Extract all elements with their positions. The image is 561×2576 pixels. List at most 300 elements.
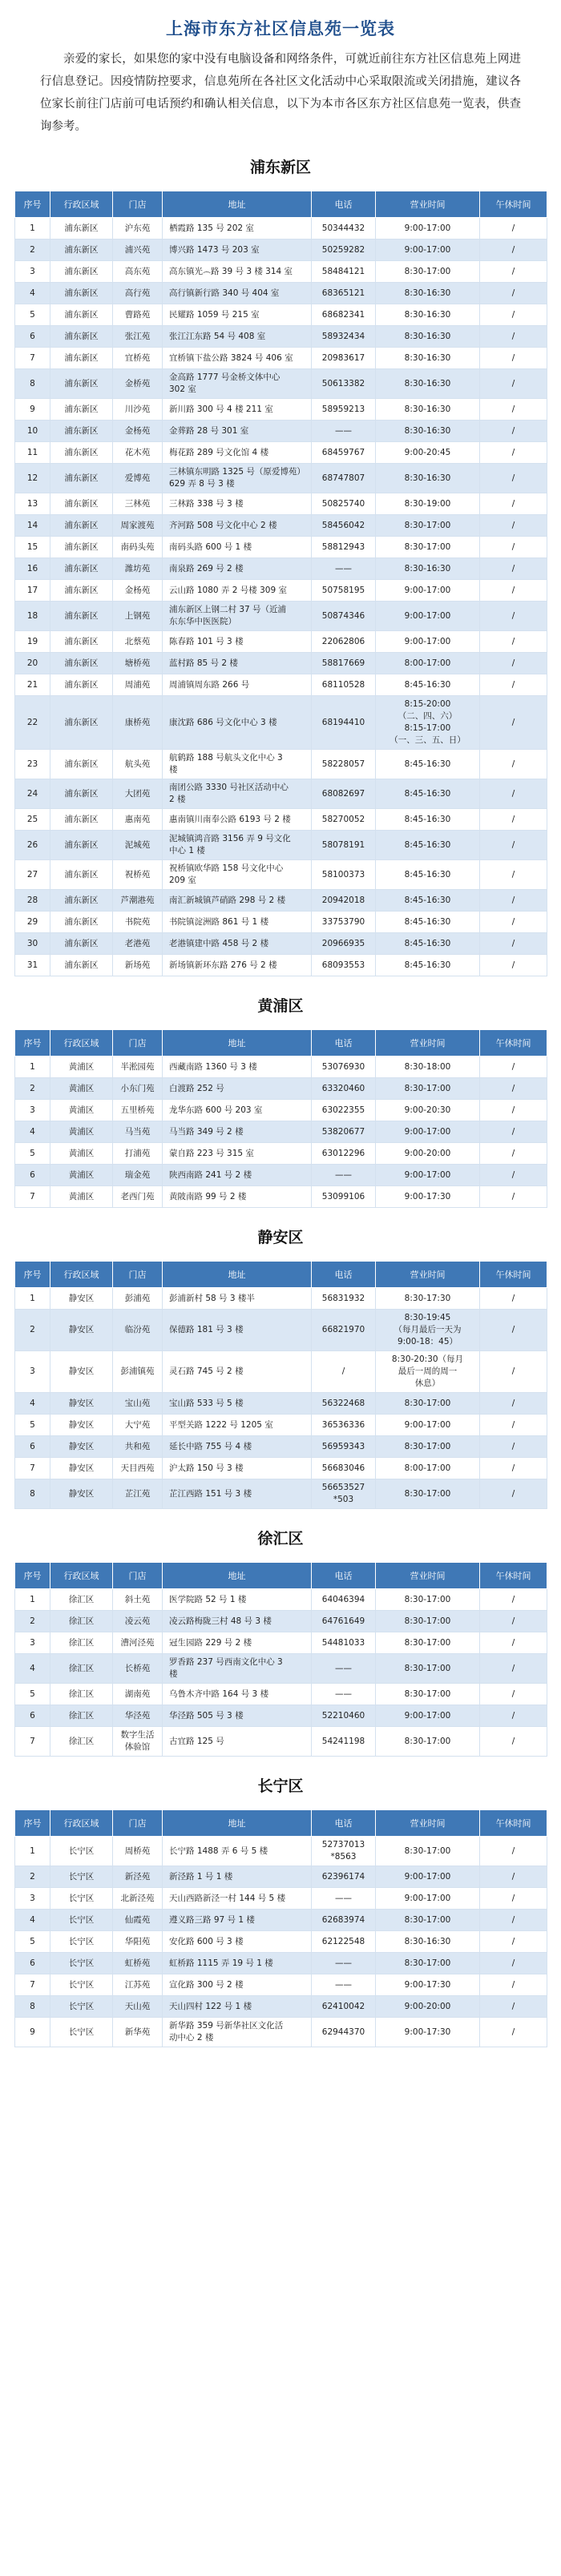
district-table [14, 1809, 547, 2047]
cell-address: 南泉路 269 号 2 楼 [163, 558, 312, 580]
col-header-district: 行政区域 [50, 1030, 113, 1057]
cell-break: / [480, 218, 547, 239]
table-row [15, 1910, 547, 1931]
cell-district: 浦东新区 [50, 653, 113, 674]
cell-district: 浦东新区 [50, 399, 113, 421]
cell-hours: 9:00-17:00 [376, 631, 480, 653]
table-row [15, 1654, 547, 1684]
cell-phone: 50344432 [312, 218, 376, 239]
col-header-store: 门店 [113, 1030, 163, 1057]
cell-index: 10 [15, 421, 50, 442]
cell-district: 长宁区 [50, 1888, 113, 1910]
cell-district: 浦东新区 [50, 602, 113, 631]
col-header-address: 地址 [163, 1563, 312, 1589]
table-header-row [15, 1030, 547, 1057]
table-row [15, 1888, 547, 1910]
cell-address: 齐河路 508 号文化中心 2 楼 [163, 515, 312, 537]
cell-district: 静安区 [50, 1310, 113, 1351]
cell-address: 祝桥镇欧华路 158 号文化中心 209 室 [163, 860, 312, 890]
table-row [15, 602, 547, 631]
cell-index: 7 [15, 1458, 50, 1479]
cell-address: 宝山路 533 号 5 楼 [163, 1393, 312, 1415]
cell-break: / [480, 1705, 547, 1727]
cell-phone: 58932434 [312, 326, 376, 348]
cell-store: 书院苑 [113, 912, 163, 933]
cell-break: / [480, 1078, 547, 1100]
cell-hours: 9:00-17:00 [376, 602, 480, 631]
cell-hours: 8:30-17:00 [376, 1654, 480, 1684]
cell-phone: —— [312, 421, 376, 442]
cell-break: / [480, 696, 547, 750]
district-table [14, 1029, 547, 1208]
cell-district: 浦东新区 [50, 515, 113, 537]
cell-index: 14 [15, 515, 50, 537]
cell-index: 19 [15, 631, 50, 653]
cell-index: 17 [15, 580, 50, 602]
cell-break: / [480, 1953, 547, 1974]
table-row [15, 348, 547, 369]
cell-index: 6 [15, 1436, 50, 1458]
cell-index: 16 [15, 558, 50, 580]
cell-break: / [480, 283, 547, 304]
page-title: 上海市东方社区信息苑一览表 [166, 18, 395, 38]
cell-index: 3 [15, 1351, 50, 1393]
cell-break: / [480, 631, 547, 653]
cell-address: 张江江东路 54 号 408 室 [163, 326, 312, 348]
col-header-break: 午休时间 [480, 1262, 547, 1288]
cell-district: 浦东新区 [50, 421, 113, 442]
cell-district: 长宁区 [50, 1996, 113, 2018]
cell-address: 彭浦新村 58 号 3 楼半 [163, 1288, 312, 1310]
cell-store: 惠南苑 [113, 809, 163, 831]
cell-store: 北新泾苑 [113, 1888, 163, 1910]
cell-district: 黄浦区 [50, 1057, 113, 1078]
cell-hours: 9:00-20:00 [376, 1996, 480, 2018]
cell-address: 惠南镇川南奉公路 6193 号 2 楼 [163, 809, 312, 831]
cell-index: 25 [15, 809, 50, 831]
cell-store: 斜土苑 [113, 1589, 163, 1611]
cell-break: / [480, 750, 547, 779]
cell-phone: 33753790 [312, 912, 376, 933]
cell-address: 梅花路 289 号文化馆 4 楼 [163, 442, 312, 464]
cell-store: 彭浦镇苑 [113, 1351, 163, 1393]
cell-district: 黄浦区 [50, 1100, 113, 1121]
table-row [15, 1436, 547, 1458]
cell-store: 新泾苑 [113, 1866, 163, 1888]
cell-phone: —— [312, 558, 376, 580]
cell-store: 天山苑 [113, 1996, 163, 2018]
cell-store: 芦潮港苑 [113, 890, 163, 912]
cell-hours: 8:30-17:00 [376, 1436, 480, 1458]
cell-district: 静安区 [50, 1436, 113, 1458]
cell-store: 小东门苑 [113, 1078, 163, 1100]
cell-phone: 62396174 [312, 1866, 376, 1888]
cell-break: / [480, 493, 547, 515]
cell-phone: 53820677 [312, 1121, 376, 1143]
cell-address: 新华路 359 号新华社区文化活 动中心 2 楼 [163, 2018, 312, 2047]
cell-address: 天山西路新泾一村 144 号 5 楼 [163, 1888, 312, 1910]
cell-address: 西藏南路 1360 号 3 楼 [163, 1057, 312, 1078]
cell-district: 静安区 [50, 1288, 113, 1310]
cell-hours: 9:00-17:30 [376, 2018, 480, 2047]
cell-hours: 8:30-16:30 [376, 421, 480, 442]
cell-address: 陈春路 101 号 3 楼 [163, 631, 312, 653]
cell-hours: 9:00-17:00 [376, 1121, 480, 1143]
table-row [15, 326, 547, 348]
sections-container [14, 144, 547, 2047]
cell-break: / [480, 779, 547, 809]
col-header-address: 地址 [163, 1262, 312, 1288]
cell-hours: 8:30-17:00 [376, 1479, 480, 1509]
cell-break: / [480, 1121, 547, 1143]
col-header-hours: 营业时间 [376, 1810, 480, 1837]
cell-address: 保德路 181 号 3 楼 [163, 1310, 312, 1351]
table-row [15, 369, 547, 399]
cell-break: / [480, 1974, 547, 1996]
cell-district: 徐汇区 [50, 1611, 113, 1632]
table-row [15, 1310, 547, 1351]
table-row [15, 1931, 547, 1953]
cell-phone: 68194410 [312, 696, 376, 750]
cell-address: 芷江西路 151 号 3 楼 [163, 1479, 312, 1509]
col-header-address: 地址 [163, 191, 312, 218]
cell-address: 宜桥镇下盐公路 3824 号 406 室 [163, 348, 312, 369]
cell-address: 宣化路 300 号 2 楼 [163, 1974, 312, 1996]
cell-district: 浦东新区 [50, 933, 113, 955]
table-row [15, 1415, 547, 1436]
cell-district: 长宁区 [50, 1866, 113, 1888]
cell-address: 马当路 349 号 2 楼 [163, 1121, 312, 1143]
table-row [15, 674, 547, 696]
cell-store: 华泾苑 [113, 1705, 163, 1727]
cell-hours: 8:30-17:30 [376, 1288, 480, 1310]
cell-district: 浦东新区 [50, 580, 113, 602]
district-heading: 长宁区 [257, 1777, 304, 1795]
cell-hours: 8:45-16:30 [376, 912, 480, 933]
cell-phone: 68747807 [312, 464, 376, 493]
cell-index: 24 [15, 779, 50, 809]
cell-index: 1 [15, 1837, 50, 1866]
cell-index: 2 [15, 1611, 50, 1632]
cell-phone: 58456042 [312, 515, 376, 537]
cell-break: / [480, 326, 547, 348]
table-row [15, 933, 547, 955]
cell-phone: 68459767 [312, 442, 376, 464]
cell-address: 安化路 600 号 3 楼 [163, 1931, 312, 1953]
cell-store: 天目西苑 [113, 1458, 163, 1479]
cell-address: 泥城镇鸿音路 3156 弄 9 号文化 中心 1 楼 [163, 831, 312, 860]
cell-hours: 8:45-16:30 [376, 750, 480, 779]
cell-district: 浦东新区 [50, 239, 113, 261]
cell-phone: —— [312, 1165, 376, 1186]
col-header-hours: 营业时间 [376, 1563, 480, 1589]
cell-store: 宜桥苑 [113, 348, 163, 369]
table-row [15, 1288, 547, 1310]
table-row [15, 399, 547, 421]
cell-break: / [480, 1458, 547, 1479]
cell-break: / [480, 1165, 547, 1186]
cell-address: 古宜路 125 号 [163, 1727, 312, 1757]
cell-store: 康桥苑 [113, 696, 163, 750]
cell-index: 2 [15, 239, 50, 261]
cell-index: 29 [15, 912, 50, 933]
cell-address: 新川路 300 号 4 楼 211 室 [163, 399, 312, 421]
cell-index: 11 [15, 442, 50, 464]
cell-index: 9 [15, 399, 50, 421]
col-header-index: 序号 [15, 1810, 50, 1837]
cell-hours: 8:30-17:00 [376, 1589, 480, 1611]
col-header-phone: 电话 [312, 1563, 376, 1589]
cell-index: 1 [15, 1589, 50, 1611]
table-row [15, 2018, 547, 2047]
cell-district: 浦东新区 [50, 442, 113, 464]
cell-store: 花木苑 [113, 442, 163, 464]
cell-index: 6 [15, 326, 50, 348]
cell-district: 徐汇区 [50, 1684, 113, 1705]
cell-hours: 8:30-19:45 （每月最后一天为 9:00-18：45） [376, 1310, 480, 1351]
table-row [15, 1057, 547, 1078]
col-header-hours: 营业时间 [376, 191, 480, 218]
cell-store: 临汾苑 [113, 1310, 163, 1351]
cell-store: 周家渡苑 [113, 515, 163, 537]
cell-address: 高东镇光෴路 39 号 3 楼 314 室 [163, 261, 312, 283]
col-header-break: 午休时间 [480, 191, 547, 218]
cell-break: / [480, 348, 547, 369]
table-row [15, 809, 547, 831]
cell-address: 虹桥路 1115 弄 19 号 1 楼 [163, 1953, 312, 1974]
cell-phone: 50259282 [312, 239, 376, 261]
cell-break: / [480, 955, 547, 976]
col-header-phone: 电话 [312, 1810, 376, 1837]
cell-phone: 54241198 [312, 1727, 376, 1757]
col-header-break: 午休时间 [480, 1810, 547, 1837]
table-row [15, 464, 547, 493]
cell-store: 新华苑 [113, 2018, 163, 2047]
table-row [15, 1479, 547, 1509]
cell-break: / [480, 1186, 547, 1208]
cell-index: 5 [15, 1684, 50, 1705]
cell-break: / [480, 890, 547, 912]
cell-phone: 50613382 [312, 369, 376, 399]
cell-index: 5 [15, 1415, 50, 1436]
cell-district: 长宁区 [50, 1953, 113, 1974]
col-header-hours: 营业时间 [376, 1030, 480, 1057]
cell-store: 塘桥苑 [113, 653, 163, 674]
col-header-break: 午休时间 [480, 1563, 547, 1589]
cell-break: / [480, 912, 547, 933]
cell-index: 30 [15, 933, 50, 955]
cell-store: 共和苑 [113, 1436, 163, 1458]
cell-hours: 8:00-17:00 [376, 1458, 480, 1479]
cell-index: 3 [15, 1888, 50, 1910]
cell-district: 浦东新区 [50, 493, 113, 515]
cell-break: / [480, 1996, 547, 2018]
intro-paragraph: 亲爱的家长，如果您的家中没有电脑设备和网络条件，可就近前往东方社区信息苑上网进行信息登记。因疫情防控要求，信息苑所在各社区文化活动中心采取限流或关闭措施，建议各位家长前往门店前可电话预约和确认相关信息，以下为本市各区东方社区信息苑一览表，供查询参考。 [40, 53, 521, 133]
table-row [15, 631, 547, 653]
cell-index: 26 [15, 831, 50, 860]
cell-store: 周桥苑 [113, 1837, 163, 1866]
cell-index: 4 [15, 1910, 50, 1931]
cell-address: 南码头路 600 号 1 楼 [163, 537, 312, 558]
cell-hours: 8:45-16:30 [376, 809, 480, 831]
col-header-store: 门店 [113, 191, 163, 218]
cell-break: / [480, 1589, 547, 1611]
table-row [15, 890, 547, 912]
cell-index: 8 [15, 1996, 50, 2018]
cell-district: 浦东新区 [50, 537, 113, 558]
cell-district: 浦东新区 [50, 304, 113, 326]
cell-hours: 9:00-17:00 [376, 218, 480, 239]
cell-hours: 8:30-16:30 [376, 464, 480, 493]
table-row [15, 442, 547, 464]
cell-address: 云山路 1080 弄 2 号楼 309 室 [163, 580, 312, 602]
cell-address: 老港镇建中路 458 号 2 楼 [163, 933, 312, 955]
cell-district: 长宁区 [50, 2018, 113, 2047]
cell-break: / [480, 653, 547, 674]
cell-district: 浦东新区 [50, 558, 113, 580]
table-row [15, 750, 547, 779]
cell-address: 遵义路三路 97 号 1 楼 [163, 1910, 312, 1931]
cell-address: 蒙自路 223 号 315 室 [163, 1143, 312, 1165]
table-header-row [15, 1262, 547, 1288]
table-row [15, 1589, 547, 1611]
cell-break: / [480, 1910, 547, 1931]
cell-break: / [480, 442, 547, 464]
cell-hours: 8:30-20:30（每月 最后一周的周一 休息） [376, 1351, 480, 1393]
table-row [15, 1684, 547, 1705]
cell-index: 7 [15, 1727, 50, 1757]
cell-break: / [480, 1931, 547, 1953]
cell-hours: 8:45-16:30 [376, 674, 480, 696]
table-row [15, 580, 547, 602]
table-row [15, 860, 547, 890]
cell-hours: 8:45-16:30 [376, 890, 480, 912]
cell-index: 13 [15, 493, 50, 515]
cell-district: 长宁区 [50, 1974, 113, 1996]
cell-break: / [480, 933, 547, 955]
district-heading: 浦东新区 [249, 159, 311, 176]
cell-district: 徐汇区 [50, 1727, 113, 1757]
cell-phone: 58228057 [312, 750, 376, 779]
cell-hours: 8:30-16:30 [376, 1931, 480, 1953]
cell-store: 大宁苑 [113, 1415, 163, 1436]
cell-phone: 58817669 [312, 653, 376, 674]
table-row [15, 1143, 547, 1165]
cell-address: 延长中路 755 号 4 楼 [163, 1436, 312, 1458]
cell-phone: —— [312, 1684, 376, 1705]
cell-store: 周浦苑 [113, 674, 163, 696]
cell-address: 三林镇东明路 1325 号（原爱博苑） 629 弄 8 号 3 楼 [163, 464, 312, 493]
cell-break: / [480, 1100, 547, 1121]
cell-store: 川沙苑 [113, 399, 163, 421]
cell-address: 书院镇淀洲路 861 号 1 楼 [163, 912, 312, 933]
cell-district: 黄浦区 [50, 1121, 113, 1143]
cell-phone: 50874346 [312, 602, 376, 631]
cell-phone: 68110528 [312, 674, 376, 696]
cell-break: / [480, 1288, 547, 1310]
cell-hours: 8:30-17:00 [376, 1078, 480, 1100]
table-row [15, 779, 547, 809]
cell-hours: 8:45-16:30 [376, 779, 480, 809]
district-heading: 黄浦区 [257, 997, 304, 1015]
cell-store: 五里桥苑 [113, 1100, 163, 1121]
cell-district: 浦东新区 [50, 860, 113, 890]
cell-index: 7 [15, 348, 50, 369]
cell-store: 金桥苑 [113, 369, 163, 399]
cell-hours: 8:30-16:30 [376, 558, 480, 580]
cell-district: 长宁区 [50, 1837, 113, 1866]
cell-address: 天山四村 122 号 1 楼 [163, 1996, 312, 2018]
cell-index: 4 [15, 1393, 50, 1415]
cell-phone: 66821970 [312, 1310, 376, 1351]
cell-hours: 8:45-16:30 [376, 831, 480, 860]
cell-district: 黄浦区 [50, 1143, 113, 1165]
col-header-district: 行政区域 [50, 1810, 113, 1837]
cell-district: 静安区 [50, 1458, 113, 1479]
cell-district: 浦东新区 [50, 218, 113, 239]
cell-phone: 20942018 [312, 890, 376, 912]
cell-phone: 68082697 [312, 779, 376, 809]
cell-phone: 56683046 [312, 1458, 376, 1479]
cell-district: 长宁区 [50, 1910, 113, 1931]
cell-hours: 8:30-16:30 [376, 326, 480, 348]
district-heading: 静安区 [257, 1229, 304, 1246]
cell-index: 9 [15, 2018, 50, 2047]
cell-index: 1 [15, 1057, 50, 1078]
cell-address: 沪太路 150 号 3 楼 [163, 1458, 312, 1479]
col-header-phone: 电话 [312, 1030, 376, 1057]
table-row [15, 283, 547, 304]
cell-phone: 68682341 [312, 304, 376, 326]
district-table [14, 1562, 547, 1757]
cell-break: / [480, 1436, 547, 1458]
cell-hours: 9:00-20:45 [376, 442, 480, 464]
table-row [15, 1078, 547, 1100]
cell-phone: 68365121 [312, 283, 376, 304]
cell-break: / [480, 464, 547, 493]
cell-phone: 53099106 [312, 1186, 376, 1208]
cell-store: 虹桥苑 [113, 1953, 163, 1974]
table-row [15, 1165, 547, 1186]
cell-break: / [480, 1866, 547, 1888]
cell-index: 15 [15, 537, 50, 558]
table-row [15, 304, 547, 326]
cell-district: 浦东新区 [50, 464, 113, 493]
cell-break: / [480, 1351, 547, 1393]
cell-phone: 64761649 [312, 1611, 376, 1632]
cell-break: / [480, 1393, 547, 1415]
cell-store: 马当苑 [113, 1121, 163, 1143]
table-row [15, 218, 547, 239]
cell-store: 仙霞苑 [113, 1910, 163, 1931]
cell-hours: 9:00-17:30 [376, 1974, 480, 1996]
cell-hours: 9:00-17:30 [376, 1186, 480, 1208]
cell-district: 黄浦区 [50, 1186, 113, 1208]
table-header-row [15, 1810, 547, 1837]
cell-hours: 9:00-20:30 [376, 1100, 480, 1121]
cell-district: 徐汇区 [50, 1705, 113, 1727]
cell-index: 3 [15, 1632, 50, 1654]
cell-phone: 53076930 [312, 1057, 376, 1078]
cell-phone: 54481033 [312, 1632, 376, 1654]
cell-hours: 9:00-17:00 [376, 1165, 480, 1186]
cell-hours: 8:30-17:00 [376, 1727, 480, 1757]
cell-address: 民耀路 1059 号 215 室 [163, 304, 312, 326]
cell-address: 罗香路 237 号西南文化中心 3 楼 [163, 1654, 312, 1684]
cell-index: 3 [15, 1100, 50, 1121]
cell-address: 凌云路梅陇三村 48 号 3 楼 [163, 1611, 312, 1632]
cell-index: 23 [15, 750, 50, 779]
